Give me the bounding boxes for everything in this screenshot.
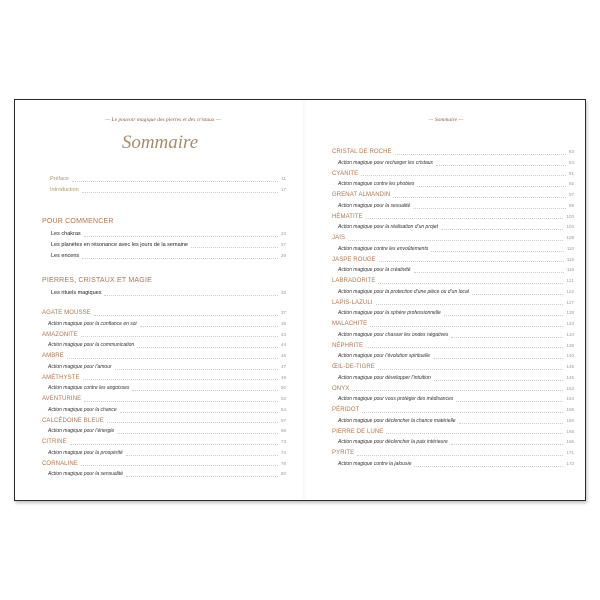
toc-entry[interactable] (42, 239, 286, 250)
stone-entry[interactable] (332, 146, 574, 158)
dot-leader (107, 421, 278, 423)
toc-page-number: 80 (280, 471, 286, 476)
toc-page-number: 140 (566, 353, 574, 358)
dot-leader (191, 246, 278, 248)
stone-entry[interactable] (332, 447, 574, 459)
toc-page-number: 52 (280, 396, 286, 401)
action-entry[interactable] (332, 437, 574, 447)
action-entry[interactable] (42, 362, 286, 372)
stone-name: GRENAT ALMANDIN (332, 192, 391, 198)
toc-page-number: 110 (566, 245, 574, 251)
action-label: Action magique pour la confiance en soi (48, 320, 137, 327)
dot-leader (386, 432, 563, 434)
stone-entry[interactable] (332, 318, 574, 330)
stone-entry[interactable] (332, 254, 574, 266)
section-heading: POUR COMMENCER (42, 218, 114, 225)
action-label: Action magique pour la réalisation d’un projet (338, 224, 439, 230)
dot-leader (414, 271, 564, 273)
right-page (305, 100, 587, 500)
toc-entry[interactable] (42, 173, 286, 184)
stone-name: LABRADORITE (332, 278, 376, 284)
action-label: Action magique pour la protection d’une pièce ou d’un local (338, 288, 469, 295)
toc-entry[interactable] (42, 250, 286, 261)
toc-page-number: 121 (566, 278, 574, 283)
toc-page-number: 27 (280, 242, 286, 247)
toc-page-number: 159 (566, 407, 574, 412)
dot-leader (366, 346, 563, 348)
dot-leader (82, 191, 278, 193)
toc-page-number: 128 (566, 310, 574, 315)
action-label: Action magique pour l’évolution spirituelle (338, 353, 430, 359)
toc-page-number: 115 (566, 256, 574, 262)
left-toc (42, 173, 286, 479)
dot-leader (472, 293, 564, 295)
action-entry[interactable] (42, 469, 286, 479)
right-running-head: — Sommaire — (428, 117, 464, 123)
toc-page-number: 172 (566, 460, 574, 466)
stone-entry[interactable] (332, 426, 574, 438)
stone-name: ŒIL-DE-TIGRE (332, 364, 375, 370)
dot-leader (84, 235, 278, 237)
action-entry[interactable] (332, 330, 574, 340)
stone-entry[interactable] (332, 232, 574, 244)
dot-leader (441, 228, 563, 230)
toc-page-number: 92 (568, 181, 574, 186)
toc-page-number: 133 (566, 321, 574, 326)
toc-page-number: 29 (280, 253, 286, 258)
stone-entry[interactable] (42, 329, 286, 341)
dot-leader (434, 379, 564, 381)
action-label: Action magique pour l’amour (48, 363, 112, 370)
dot-leader (433, 357, 563, 359)
stone-name: AVENTURINE (42, 396, 82, 402)
toc-page-number: 97 (568, 192, 574, 197)
action-label: Action magique pour chasser les ondes négatives (338, 331, 449, 338)
toc-page-number: 46 (280, 353, 286, 358)
toc-entry-label: Préface (50, 176, 69, 182)
dot-leader (456, 400, 563, 402)
stone-entry[interactable] (42, 372, 286, 384)
action-entry[interactable] (332, 459, 574, 469)
toc-entry-label: Les encens (51, 253, 80, 259)
book-spread (14, 99, 586, 501)
stone-entry[interactable] (332, 361, 574, 373)
toc-page-number: 103 (566, 213, 574, 219)
right-toc (332, 146, 574, 469)
dot-leader (395, 153, 566, 155)
dot-leader (137, 346, 278, 348)
action-entry[interactable] (42, 405, 286, 415)
dot-leader (378, 282, 563, 284)
dot-leader (431, 250, 563, 252)
toc-page-number: 68 (280, 428, 286, 433)
stone-name: CORNALINE (42, 460, 78, 467)
stone-entry[interactable] (332, 189, 574, 201)
dot-leader (82, 257, 278, 259)
action-label: Action magique pour déclencher la paix intérieure (338, 439, 448, 445)
action-label: Action magique pour la communication (48, 342, 135, 348)
dot-leader (451, 336, 563, 338)
dot-leader (414, 465, 563, 467)
action-label: Action magique pour recharger les cristaux (338, 159, 434, 166)
toc-page-number: 44 (280, 342, 286, 347)
dot-leader (436, 164, 566, 166)
stone-entry[interactable] (42, 458, 286, 470)
section-heading: PIERRES, CRISTAUX ET MAGIE (42, 277, 152, 284)
toc-entry[interactable] (42, 287, 286, 298)
dot-leader (140, 325, 278, 327)
dot-leader (417, 185, 566, 187)
dot-leader (379, 260, 564, 262)
stone-name: MALACHITE (332, 321, 368, 327)
action-entry[interactable] (42, 319, 286, 329)
dot-leader (451, 443, 564, 445)
toc-page-number: 57 (280, 417, 286, 423)
action-entry[interactable] (332, 222, 574, 232)
stone-name: NÉPHRITE (332, 342, 364, 349)
action-label: Action magique contre la jalousie (338, 460, 412, 467)
stone-entry[interactable] (332, 168, 574, 180)
dot-leader (348, 239, 563, 241)
action-label: Action magique pour la chance (48, 406, 117, 413)
dot-leader (81, 335, 278, 337)
toc-page-number: 84 (568, 159, 574, 165)
dot-leader (67, 357, 278, 359)
toc-page-number: 127 (566, 299, 574, 305)
stone-entry[interactable] (42, 436, 286, 448)
toc-page-number: 139 (566, 342, 574, 348)
stone-entry[interactable] (42, 307, 286, 319)
stone-entry[interactable] (42, 393, 286, 405)
toc-entry[interactable] (42, 184, 286, 195)
dot-leader (362, 411, 563, 413)
stone-entry[interactable] (332, 404, 574, 416)
stone-list (42, 307, 286, 479)
stone-name: PÉRIDOT (332, 407, 360, 413)
dot-leader (83, 378, 278, 380)
toc-page-number: 17 (280, 187, 286, 192)
toc-page-number: 109 (566, 235, 574, 240)
stone-name: PIERRE DE LUNE (332, 428, 384, 435)
toc-page-number: 154 (566, 396, 574, 401)
stone-entry[interactable] (332, 383, 574, 395)
toc-page-number: 78 (280, 460, 286, 466)
toc-page-number: 50 (280, 385, 286, 390)
dot-leader (444, 314, 564, 316)
left-running-head: — Le pouvoir magique des pierres et des cristaux — (105, 117, 221, 123)
toc-entry-label: Introduction (50, 187, 79, 193)
stone-entry[interactable] (332, 297, 574, 309)
stone-name: CITRINE (42, 439, 67, 445)
dot-leader (120, 411, 278, 413)
dot-leader (132, 389, 278, 391)
toc-page-number: 47 (280, 363, 286, 369)
dot-leader (94, 314, 278, 316)
dot-leader (117, 432, 278, 434)
stone-name: PYRITE (332, 450, 355, 456)
action-entry[interactable] (332, 373, 574, 383)
stone-entry[interactable] (332, 211, 574, 223)
stone-name: AMAZONITE (42, 331, 78, 338)
action-entry[interactable] (332, 416, 574, 426)
action-entry[interactable] (332, 287, 574, 297)
dot-leader (366, 217, 564, 219)
toc-entry-label: Les rituels magiques (51, 290, 102, 296)
stone-entry[interactable] (332, 340, 574, 352)
dot-leader (370, 325, 563, 327)
action-entry[interactable] (332, 351, 574, 361)
stone-name: CALCÉDOINE BLEUE (42, 417, 104, 424)
toc-page-number: 146 (566, 374, 574, 380)
toc-page-number: 145 (566, 364, 574, 369)
action-label: Action magique pour la sensualité (48, 471, 124, 477)
dot-leader (84, 400, 278, 402)
action-label: Action magique contre les angoisses (48, 385, 130, 391)
dot-leader (361, 174, 566, 176)
dot-leader (376, 303, 564, 305)
stone-name: CRISTAL DE ROCHE (332, 149, 392, 155)
toc-page-number: 11 (281, 176, 286, 181)
stone-name: AMÉTHYSTE (42, 374, 80, 381)
action-label: Action magique pour la sphère professionnelle (338, 310, 441, 316)
dot-leader (393, 196, 566, 198)
toc-page-number: 37 (280, 310, 286, 315)
stone-name: JAIS (332, 235, 346, 241)
dot-leader (115, 368, 278, 370)
action-label: Action magique pour la créativité (338, 267, 411, 273)
action-label: Action magique contre les envoûtements (338, 245, 429, 252)
action-entry[interactable] (332, 308, 574, 318)
toc-page-number: 166 (566, 439, 574, 444)
dot-leader (126, 475, 278, 477)
stone-name: LAPIS-LAZULI (332, 299, 373, 306)
action-entry[interactable] (332, 158, 574, 168)
stone-name: HÉMATITE (332, 213, 363, 220)
action-label: Action magique pour déclencher la chance matérielle (338, 417, 456, 424)
toc-page-number: 73 (280, 439, 286, 444)
toc-entry-label: Les planètes en résonance avec les jours de la semaine (51, 242, 188, 248)
stone-name: JASPE ROUGE (332, 256, 376, 263)
dot-leader (378, 368, 564, 370)
action-entry[interactable] (332, 244, 574, 254)
stone-name: CYANITE (332, 170, 359, 177)
toc-page-number: 116 (566, 267, 574, 272)
stone-name: AMBRE (42, 353, 64, 359)
action-label: Action magique pour développer l’intuition (338, 374, 431, 381)
action-entry[interactable] (42, 448, 286, 458)
dot-leader (81, 464, 278, 466)
toc-page-number: 171 (566, 450, 574, 455)
toc-page-number: 39 (280, 320, 286, 326)
dot-leader (70, 443, 278, 445)
toc-page-number: 74 (280, 449, 286, 455)
dot-leader (413, 207, 566, 209)
toc-page-number: 43 (280, 331, 286, 337)
toc-page-number: 160 (566, 417, 574, 423)
dot-leader (357, 454, 563, 456)
dot-leader (352, 389, 563, 391)
action-entry[interactable] (332, 265, 574, 275)
action-label: Action magique pour la prospérité (48, 449, 123, 456)
toc-page-number: 33 (280, 290, 286, 295)
dot-leader (72, 180, 278, 182)
toc-entry[interactable] (42, 228, 286, 239)
action-entry[interactable] (332, 201, 574, 211)
toc-page-number: 54 (280, 406, 286, 412)
action-entry[interactable] (42, 340, 286, 350)
stone-name: AGATE MOUSSE (42, 310, 91, 316)
dot-leader (104, 294, 278, 296)
action-entry[interactable] (42, 383, 286, 393)
action-label: Action magique pour vous protéger des médisances (338, 396, 454, 402)
action-entry[interactable] (42, 426, 286, 436)
left-page (15, 100, 305, 500)
toc-page-number: 122 (566, 288, 574, 294)
page-title: Sommaire (121, 132, 199, 153)
action-entry[interactable] (332, 394, 574, 404)
stone-entry[interactable] (332, 275, 574, 287)
toc-page-number: 83 (568, 149, 574, 154)
action-label: Action magique pour l’énergie (48, 428, 115, 434)
action-label: Action magique contre les phobies (338, 181, 415, 187)
toc-page-number: 104 (566, 224, 574, 229)
toc-page-number: 23 (280, 231, 286, 236)
stone-name: ONYX (332, 385, 350, 392)
stone-entry[interactable] (42, 350, 286, 362)
toc-page-number: 153 (566, 385, 574, 391)
action-label: Action magique pour la sexualité (338, 202, 411, 209)
toc-entry-label: Les chakras (51, 231, 81, 237)
dot-leader (459, 422, 564, 424)
dot-leader (126, 454, 278, 456)
stone-entry[interactable] (42, 415, 286, 427)
toc-page-number: 134 (566, 331, 574, 337)
toc-page-number: 165 (566, 428, 574, 434)
action-entry[interactable] (332, 179, 574, 189)
toc-page-number: 49 (280, 374, 286, 380)
toc-page-number: 98 (568, 202, 574, 208)
toc-page-number: 91 (568, 170, 574, 176)
